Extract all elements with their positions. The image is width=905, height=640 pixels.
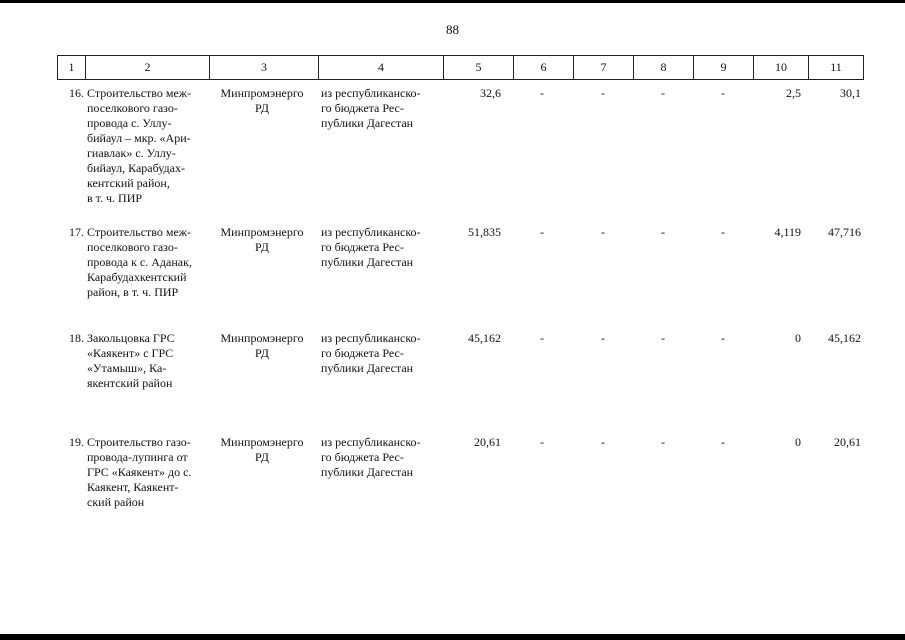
value-col-8: -	[661, 86, 665, 100]
column-header-6: 6	[513, 56, 573, 79]
executor	[214, 86, 310, 116]
value-col-7: -	[601, 225, 605, 239]
value-col-10: 0	[795, 331, 801, 345]
executor-line: Минпромэнерго	[220, 225, 304, 239]
value-col-5: 20,61	[474, 435, 501, 449]
project-name-line: провода с. Уллу-	[87, 116, 172, 130]
funding-source-line: из республиканско-	[321, 225, 421, 239]
funding-source-line: го бюджета Рес-	[321, 240, 404, 254]
value-col-11: 47,716	[828, 225, 861, 239]
project-name	[87, 86, 207, 206]
project-name-line: Строительство меж-	[87, 225, 192, 239]
value-col-10: 2,5	[786, 86, 801, 100]
table-header-row	[57, 55, 864, 80]
project-name-line: провода к с. Аданак,	[87, 255, 192, 269]
value-col-6: -	[540, 331, 544, 345]
executor-line: РД	[255, 346, 269, 360]
executor-line: РД	[255, 450, 269, 464]
value-col-9: -	[721, 331, 725, 345]
column-header-1: 1	[57, 56, 85, 79]
project-name-line: провода-лупинга от	[87, 450, 188, 464]
project-name-line: кентский район,	[87, 176, 170, 190]
column-header-7: 7	[573, 56, 633, 79]
column-header-4: 4	[318, 56, 443, 79]
funding-source-line: публики Дагестан	[321, 361, 414, 375]
funding-source-line: публики Дагестан	[321, 255, 414, 269]
funding-source	[321, 86, 439, 131]
funding-source-line: го бюджета Рес-	[321, 101, 404, 115]
project-name-line: поселкового газо-	[87, 240, 178, 254]
executor-line: Минпромэнерго	[220, 331, 304, 345]
value-col-9: -	[721, 435, 725, 449]
row-number: 16.	[69, 86, 84, 100]
row-number: 17.	[69, 225, 84, 239]
scan-top-edge	[0, 0, 905, 3]
value-col-10: 0	[795, 435, 801, 449]
value-col-11: 20,61	[834, 435, 861, 449]
column-header-11: 11	[808, 56, 864, 79]
value-col-6: -	[540, 435, 544, 449]
column-header-2: 2	[85, 56, 209, 79]
funding-source-line: из республиканско-	[321, 86, 421, 100]
funding-source	[321, 331, 439, 376]
project-name	[87, 435, 207, 510]
value-col-5: 45,162	[468, 331, 501, 345]
column-header-9: 9	[693, 56, 753, 79]
funding-source-line: публики Дагестан	[321, 465, 414, 479]
project-name-line: Каякент, Каякент-	[87, 480, 179, 494]
executor-line: Минпромэнерго	[220, 86, 304, 100]
value-col-9: -	[721, 225, 725, 239]
executor-line: РД	[255, 240, 269, 254]
value-col-11: 30,1	[840, 86, 861, 100]
page-number: 88	[446, 22, 459, 37]
row-number: 18.	[69, 331, 84, 345]
scan-bottom-edge	[0, 634, 905, 640]
project-name	[87, 331, 207, 391]
project-name-line: ГРС «Каякент» до с.	[87, 465, 192, 479]
executor	[214, 331, 310, 361]
column-header-3: 3	[209, 56, 318, 79]
project-name-line: ский район	[87, 495, 145, 509]
value-col-7: -	[601, 331, 605, 345]
executor	[214, 435, 310, 465]
value-col-5: 51,835	[468, 225, 501, 239]
row-number: 19.	[69, 435, 84, 449]
column-header-5: 5	[443, 56, 513, 79]
value-col-8: -	[661, 435, 665, 449]
value-col-8: -	[661, 331, 665, 345]
funding-source-line: из республиканско-	[321, 435, 421, 449]
value-col-9: -	[721, 86, 725, 100]
value-col-7: -	[601, 86, 605, 100]
funding-source-line: го бюджета Рес-	[321, 450, 404, 464]
project-name-line: бийаул, Карабудах-	[87, 161, 185, 175]
funding-source	[321, 225, 439, 270]
executor-line: Минпромэнерго	[220, 435, 304, 449]
project-name-line: гиавлак» с. Уллу-	[87, 146, 176, 160]
column-header-10: 10	[753, 56, 808, 79]
project-name-line: Строительство меж-	[87, 86, 192, 100]
value-col-8: -	[661, 225, 665, 239]
funding-source-line: из республиканско-	[321, 331, 421, 345]
funding-source-line: публики Дагестан	[321, 116, 414, 130]
project-name-line: Карабудахкентский	[87, 270, 187, 284]
project-name-line: поселкового газо-	[87, 101, 178, 115]
project-name-line: в т. ч. ПИР	[87, 191, 143, 205]
project-name-line: «Каякент» с ГРС	[87, 346, 174, 360]
funding-source	[321, 435, 439, 480]
funding-source-line: го бюджета Рес-	[321, 346, 404, 360]
project-name-line: «Утамыш», Ка-	[87, 361, 167, 375]
project-name-line: Закольцовка ГРС	[87, 331, 175, 345]
project-name-line: бийаул – мкр. «Ари-	[87, 131, 191, 145]
column-header-8: 8	[633, 56, 693, 79]
value-col-7: -	[601, 435, 605, 449]
project-name-line: район, в т. ч. ПИР	[87, 285, 179, 299]
value-col-5: 32,6	[480, 86, 501, 100]
value-col-10: 4,119	[774, 225, 801, 239]
value-col-11: 45,162	[828, 331, 861, 345]
value-col-6: -	[540, 225, 544, 239]
value-col-6: -	[540, 86, 544, 100]
project-name	[87, 225, 207, 300]
project-name-line: Строительство газо-	[87, 435, 191, 449]
project-name-line: якентский район	[87, 376, 173, 390]
executor	[214, 225, 310, 255]
executor-line: РД	[255, 101, 269, 115]
